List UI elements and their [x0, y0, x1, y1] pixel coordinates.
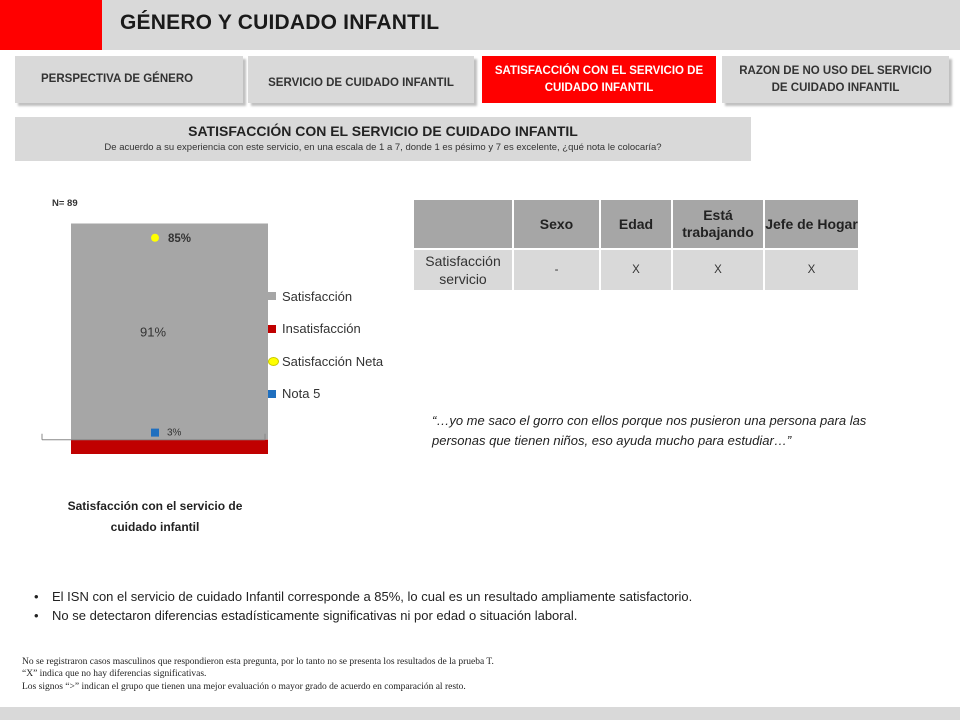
marker-nota-5 — [151, 429, 159, 437]
table-cell: X — [765, 248, 858, 290]
legend-circle-icon — [268, 357, 279, 366]
table-row-label: Satisfacción servicio — [414, 248, 514, 290]
list-item — [34, 608, 914, 623]
legend-item-satisfaccion — [268, 288, 383, 304]
footnotes — [22, 656, 722, 693]
table-cell: X — [601, 248, 673, 290]
testimonial-quote: “…yo me saco el gorro con ellos porque nos pusieron una persona para las personas que tienen niños, eso ayuda mucho para estudiar…” — [432, 413, 867, 448]
legend-item-insatisfaccion — [268, 321, 383, 337]
bullet-text: No se detectaron diferencias estadísticamente significativas ni por edad o situación laboral. — [52, 608, 578, 623]
legend-item-nota-5 — [268, 386, 383, 402]
tab-satisfaccion-servicio[interactable] — [482, 56, 716, 103]
tab-label: RAZON DE NO USO DEL SERVICIO DE CUIDADO INFANTIL — [739, 64, 932, 94]
table-row — [414, 248, 858, 290]
table-header-cell — [414, 200, 514, 248]
bullet-icon: • — [34, 589, 39, 604]
footnote: Los signos “>” indican el grupo que tienen una mejor evaluación o mayor grado de acuerdo en comparación al resto. — [22, 681, 466, 692]
tab-razon-no-uso[interactable] — [722, 56, 949, 103]
list-item — [34, 589, 914, 604]
footnote: “X” indica que no hay diferencias significativas. — [22, 669, 207, 680]
section-title: SATISFACCIÓN CON EL SERVICIO DE CUIDADO INFANTIL — [188, 123, 578, 139]
page-title: GÉNERO Y CUIDADO INFANTIL — [120, 11, 440, 34]
table-cell: X — [673, 248, 765, 290]
footer-band — [0, 707, 960, 720]
x-axis-label-line1: Satisfacción con el servicio de — [67, 499, 243, 513]
legend-item-satisfaccion-neta — [268, 353, 383, 369]
key-findings — [34, 589, 914, 627]
section-header — [15, 117, 751, 161]
tab-label: PERSPECTIVA DE GÉNERO — [41, 73, 194, 86]
marker-satisfaccion-neta — [151, 234, 159, 242]
legend-swatch-icon — [268, 325, 276, 333]
tab-label: SERVICIO DE CUIDADO INFANTIL — [268, 77, 454, 90]
label-satisfaccion-neta: 85% — [168, 232, 192, 245]
label-nota-5: 3% — [167, 427, 182, 439]
table-cell: - — [514, 248, 601, 290]
table-header-cell: Jefe de Hogar — [765, 200, 858, 248]
legend-label: Satisfacción — [282, 288, 353, 304]
legend-label: Satisfacción Neta — [282, 353, 384, 369]
tab-perspectiva-genero[interactable] — [15, 56, 243, 103]
table-header-cell: Sexo — [514, 200, 601, 248]
tab-label: SATISFACCIÓN CON EL SERVICIO DE CUIDADO INFANTIL — [494, 64, 704, 94]
legend-label: Insatisfacción — [282, 321, 361, 336]
footnote: No se registraron casos masculinos que respondieron esta pregunta, por lo tanto no se presenta los resultados de la prueba T. — [22, 657, 494, 667]
bullet-icon: • — [34, 608, 39, 623]
x-axis-label-line2: cuidado infantil — [110, 520, 200, 534]
legend-swatch-icon — [268, 292, 276, 300]
legend-label: Nota 5 — [282, 386, 321, 401]
sample-size-label: N= 89 — [52, 198, 78, 209]
section-subtitle: De acuerdo a su experiencia con este servicio, en una escala de 1 a 7, donde 1 es pésimo y 7 es excelente, ¿qué nota le colocaría? — [104, 142, 662, 153]
bar-insatisfaccion — [71, 440, 268, 454]
bar-satisfaccion — [71, 224, 268, 440]
label-satisfaccion: 91% — [140, 324, 167, 340]
table-header-cell: Está trabajando — [673, 200, 765, 248]
table-header-row — [414, 200, 858, 248]
chart-legend — [268, 288, 383, 418]
brand-block — [0, 0, 102, 50]
legend-swatch-icon — [268, 390, 276, 398]
tab-servicio-cuidado[interactable] — [248, 56, 474, 103]
significance-table — [414, 200, 858, 290]
table-header-cell: Edad — [601, 200, 673, 248]
bullet-text: El ISN con el servicio de cuidado Infantil corresponde a 85%, lo cual es un resultado ampliamente satisfactorio. — [52, 589, 693, 604]
